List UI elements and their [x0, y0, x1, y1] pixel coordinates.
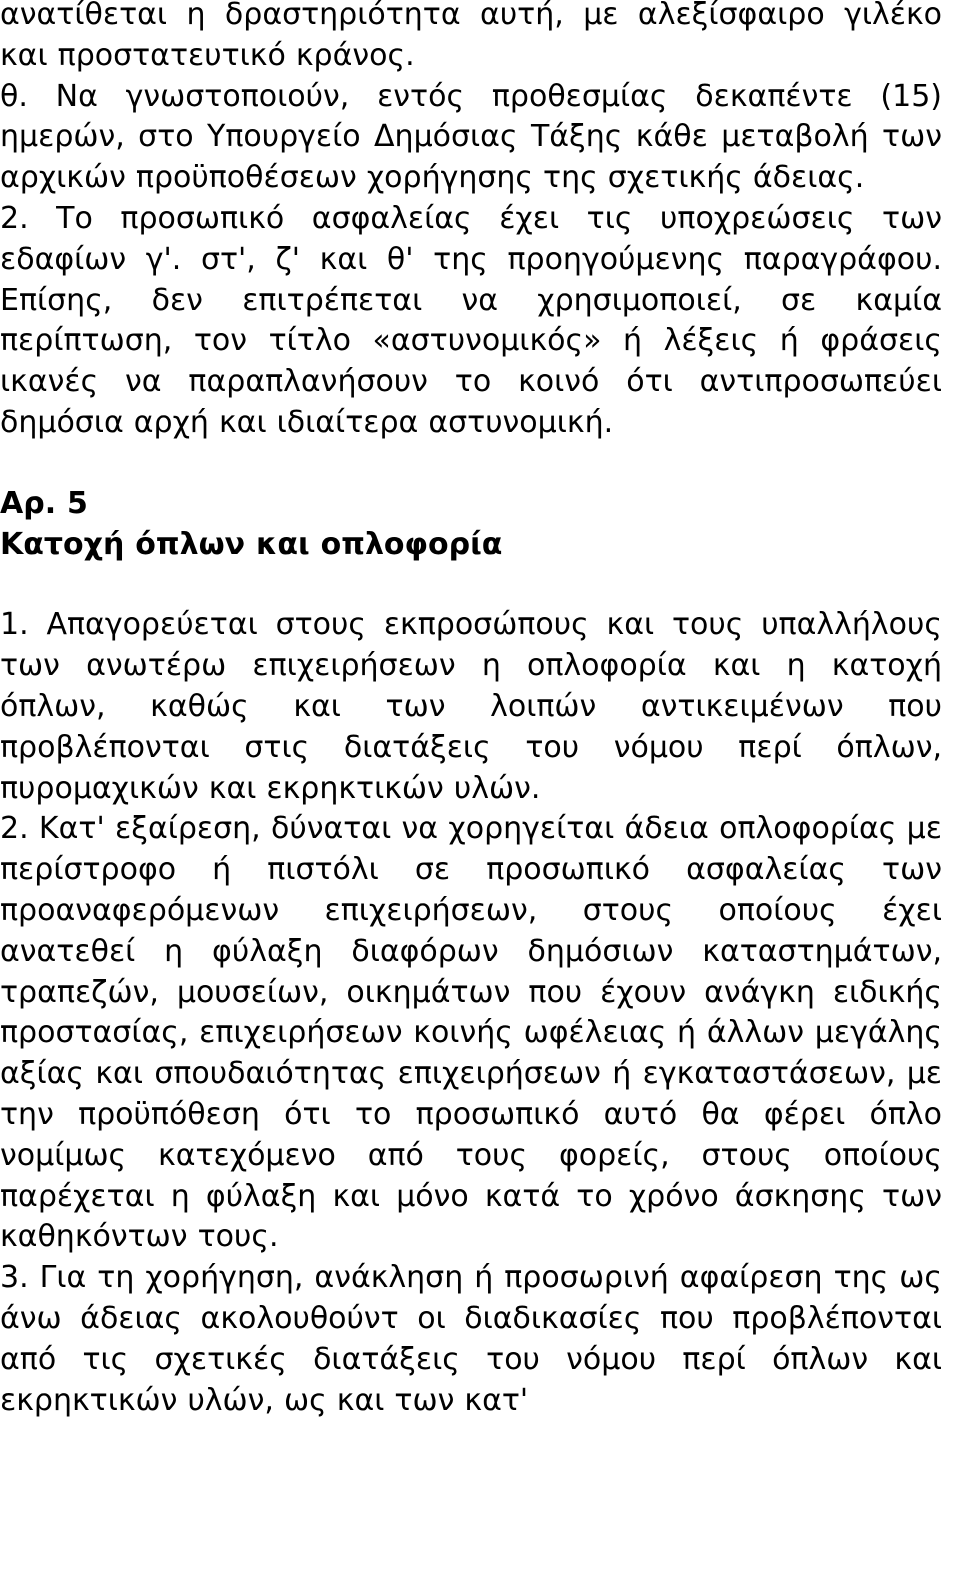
article-title: Κατοχή όπλων και οπλοφορία: [0, 526, 503, 562]
paragraph-1-prohibition: 1. Απαγορεύεται στους εκπροσώπους και τους υπαλλήλους των ανωτέρω επιχειρήσεων η οπλοφορία και η κατοχή όπλων, καθώς και των λοιπών αντικειμένων που προβλέπονται στις διατάξεις του νόμου περί όπλων, πυρομαχικών και εκρηκτικών υλών.: [0, 607, 942, 806]
paragraph-3-procedure: 3. Για τη χορήγηση, ανάκληση ή προσωρινή αφαίρεση της ως άνω άδειας ακολουθούντ οι διαδικασίες που προβλέπονται από τις σχετικές διατάξεις του νόμου περί όπλων και εκρηκτικών υλών, ως και των κατ': [0, 1260, 942, 1418]
paragraph-item-theta: θ. Να γνωστοποιούν, εντός προθεσμίας δεκαπέντε (15) ημερών, στο Υπουργείο Δημόσιας Τάξης κάθε μεταβολή των αρχικών προϋποθέσεων χορήγησης της σχετικής άδειας.: [0, 78, 942, 196]
article-number: Αρ. 5: [0, 485, 88, 521]
paragraph-2-security-staff: 2. Το προσωπικό ασφαλείας έχει τις υποχρεώσεις των εδαφίων γ'. στ', ζ' και θ' της προηγούμενης παραγράφου. Επίσης, δεν επιτρέπεται να χρησιμοποιεί, σε καμία περίπτωση, τον τίτλο «αστυνομικός» ή λέξεις ή φράσεις ικανές να παραπλανήσουν το κοινό ότι αντιπροσωπεύει δημόσια αρχή και ιδιαίτερα αστυνομική.: [0, 200, 942, 440]
paragraph-2-exception: 2. Κατ' εξαίρεση, δύναται να χορηγείται άδεια οπλοφορίας με περίστροφο ή πιστόλι σε προσωπικό ασφαλείας των προαναφερόμενων επιχειρήσεων, στους οποίους έχει ανατεθεί η φύλαξη διαφόρων δημόσιων καταστημάτων, τραπεζών, μουσείων, οικημάτων που έχουν ανάγκη ειδικής προστασίας, επιχειρήσεων κοινής ωφέλειας ή άλλων μεγάλης αξίας και σπουδαιότητας επιχειρήσεων ή εγκαταστάσεων, με την προϋπόθεση ότι το προσωπικό αυτό θα φέρει όπλο νομίμως κατεχόμενο από τους φορείς, στους οποίους παρέχεται η φύλαξη και μόνο κατά το χρόνο άσκησης των καθηκόντων τους.: [0, 811, 942, 1255]
paragraph-continuation: ανατίθεται η δραστηριότητα αυτή, με αλεξίσφαιρο γιλέκο και προστατευτικό κράνος.: [0, 0, 942, 73]
